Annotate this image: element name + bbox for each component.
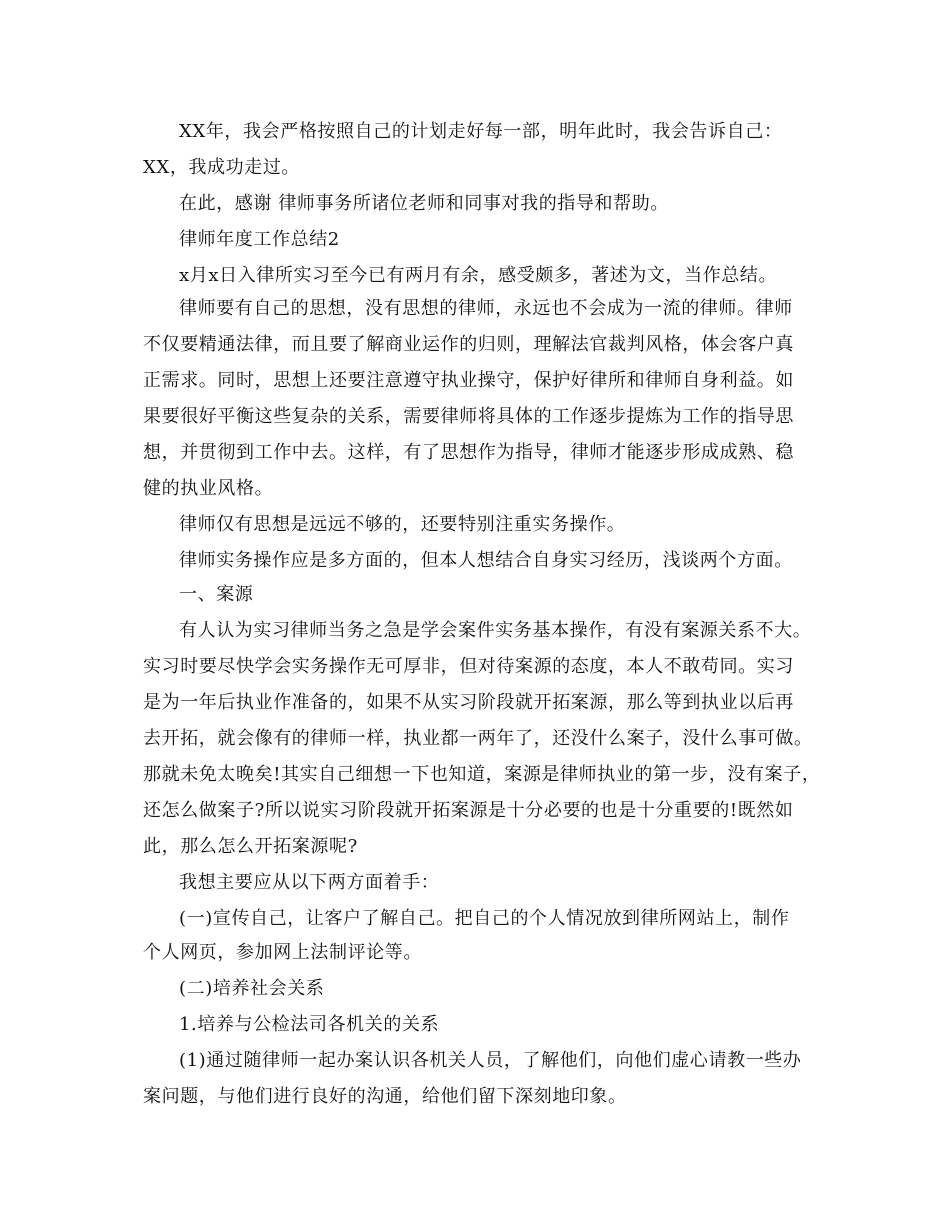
text-line: 健的执业风格。: [143, 478, 274, 499]
text-line: 是为一年后执业作准备的，如果不从实习阶段就开拓案源，那么等到执业以后再: [143, 692, 794, 713]
text-line: 个人网页，参加网上法制评论等。: [143, 942, 422, 963]
text-line: 那就未免太晚矣!其实自己细想一下也知道，案源是律师执业的第一步，没有案子，: [143, 764, 821, 785]
section-heading: 律师年度工作总结2: [179, 229, 340, 250]
text-line: 去开拓，就会像有的律师一样，执业都一两年了，还没什么案子，没什么事可做。: [143, 728, 813, 749]
section-heading: 1.培养与公检法司各机关的关系: [179, 1014, 440, 1035]
text-line: 想，并贯彻到工作中去。这样，有了思想作为指导，律师才能逐步形成成熟、稳: [143, 442, 794, 463]
text-line: 实习时要尽快学会实务操作无可厚非，但对待案源的态度，本人不敢苟同。实习: [143, 656, 794, 677]
text-line: XX，我成功走过。: [143, 157, 301, 178]
text-line: 律师实务操作应是多方面的，但本人想结合自身实习经历，浅谈两个方面。: [179, 550, 793, 571]
text-line: x月x日入律所实习至今已有两月有余，感受颇多，著述为文，当作总结。: [179, 265, 778, 286]
text-line: 案问题，与他们进行良好的沟通，给他们留下深刻地印象。: [143, 1086, 627, 1107]
text-line: 果要很好平衡这些复杂的关系，需要律师将具体的工作逐步提炼为工作的指导思: [143, 406, 794, 427]
text-line: 有人认为实习律师当务之急是学会案件实务基本操作，有没有案源关系不大。: [179, 620, 812, 641]
section-heading: 一、案源: [179, 584, 254, 605]
text-line: 还怎么做案子?所以说实习阶段就开拓案源是十分必要的也是十分重要的!既然如: [143, 800, 794, 821]
text-line: 不仅要精通法律，而且要了解商业运作的归则，理解法官裁判风格，体会客户真: [143, 334, 794, 355]
text-line: 律师仅有思想是远远不够的，还要特别注重实务操作。: [179, 514, 626, 535]
text-line: (一)宣传自己，让客户了解自己。把自己的个人情况放到律所网站上，制作: [179, 908, 790, 929]
text-line: 律师要有自己的思想，没有思想的律师，永远也不会成为一流的律师。律师: [179, 298, 793, 319]
text-line: 正需求。同时，思想上还要注意遵守执业操守，保护好律所和律师自身利益。如: [143, 370, 794, 391]
text-line: 此，那么怎么开拓案源呢?: [143, 836, 358, 857]
text-line: XX年，我会严格按照自己的计划走好每一部，明年此时，我会告诉自己：: [179, 121, 783, 142]
section-heading: (二)培养社会关系: [179, 978, 325, 999]
text-line: 在此，感谢 律师事务所诸位老师和同事对我的指导和帮助。: [179, 193, 669, 214]
text-line: 我想主要应从以下两方面着手：: [179, 872, 440, 893]
text-line: (1)通过随律师一起办案认识各机关人员，了解他们，向他们虚心请教一些办: [179, 1050, 802, 1071]
